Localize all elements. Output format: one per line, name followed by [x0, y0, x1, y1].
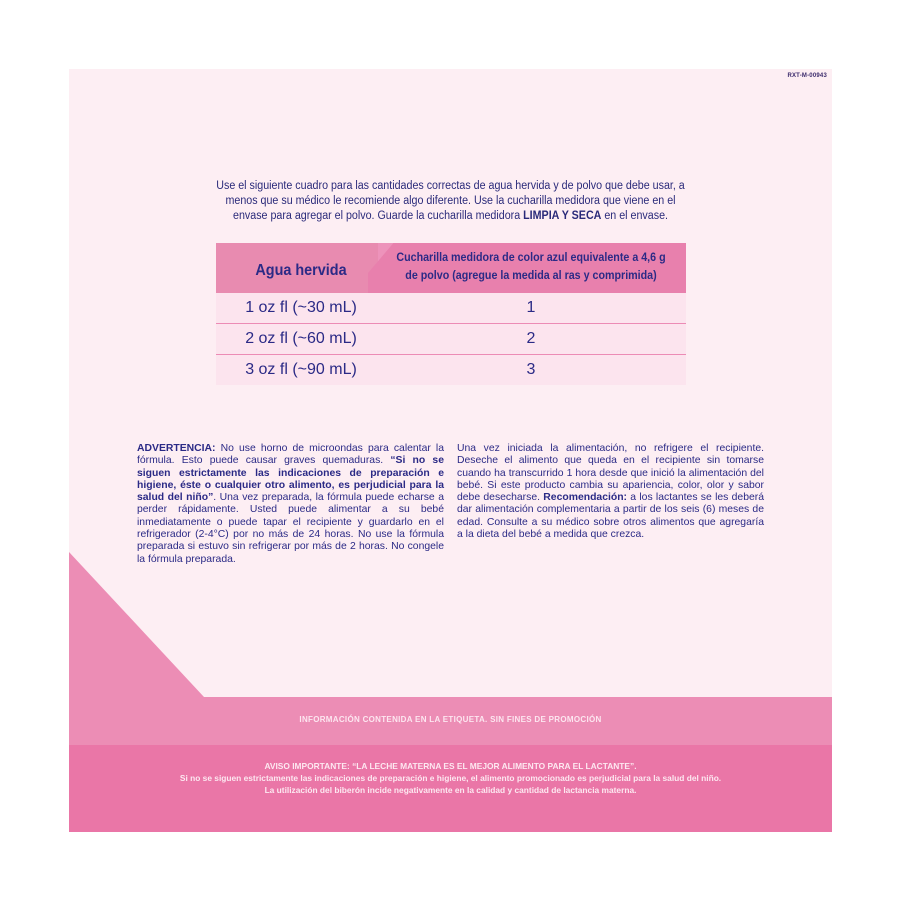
notice-line-2: Si no se siguen estrictamente las indicaciones de preparación e higiene, el alimento promocionado es perjudicial para la salud del niño.	[179, 773, 722, 783]
notice-band	[69, 745, 832, 832]
dosage-table	[216, 243, 686, 385]
header-cucharilla: Cucharilla medidora de color azul equivalente a 4,6 g de polvo (agregue la medida al ras y comprimida)	[396, 252, 666, 282]
scoops-cell: 2	[526, 330, 536, 347]
notice-line-3: La utilización del biberón incide negativamente en la calidad y cantidad de lactancia materna.	[264, 785, 637, 795]
water-cell: 2 oz fl (~60 mL)	[245, 330, 357, 347]
label-panel	[69, 69, 832, 832]
handling-paragraph: Una vez iniciada la alimentación, no refrigere el recipiente. Deseche el alimento que queda en el recipiente sin tomarse cuando ha transcurrido 1 hora desde que inició la alimentación del bebé. Si este producto cambia su apariencia, color, olor y sabor debe desecharse. Recomendación: a los lactantes se les deberá dar alimentación complementaria a partir de los seis (6) meses de edad. Consulte a su médico sobre otros alimentos que agregaría a la dieta del bebé a medida que crezca.	[457, 443, 764, 541]
water-cell: 3 oz fl (~90 mL)	[245, 361, 357, 378]
scoops-cell: 3	[526, 361, 536, 378]
info-band-text: INFORMACIÓN CONTENIDA EN LA ETIQUETA. SIN FINES DE PROMOCIÓN	[299, 715, 602, 724]
table-row	[216, 293, 686, 324]
notice-line-1: AVISO IMPORTANTE: “LA LECHE MATERNA ES EL MEJOR ALIMENTO PARA EL LACTANTE”.	[264, 761, 637, 771]
info-band	[69, 697, 832, 745]
scoops-cell: 1	[526, 299, 536, 316]
table-row	[216, 324, 686, 355]
water-cell: 1 oz fl (~30 mL)	[245, 299, 357, 316]
table-row	[216, 355, 686, 385]
table-header	[216, 243, 686, 293]
intro-paragraph: Use el siguiente cuadro para las cantidades correctas de agua hervida y de polvo que debe usar, a menos que su médico le recomiende algo diferente. Use la cucharilla medidora que viene en el envase para agregar el polvo. Guarde la cucharilla medidora LIMPIA Y SECA en el envase.	[216, 180, 685, 222]
header-agua-hervida: Agua hervida	[255, 262, 347, 279]
warning-paragraph: ADVERTENCIA: No use horno de microondas para calentar la fórmula. Esto puede causar graves quemaduras. “Si no se siguen estrictamente las indicaciones de preparación e higiene, éste o cualquier otro alimento, es perjudicial para la salud del niño”. Una vez preparada, la fórmula puede echarse a perder rápidamente. Usted puede alimentar a su bebé inmediatamente o puede tapar el recipiente y guardarlo en el refrigerador (2-4°C) por no más de 24 horas. No use la fórmula preparada si estuvo sin refrigerar por más de 2 horas. No congele la fórmula preparada.	[137, 443, 444, 565]
product-code: RXT-M-00943	[787, 73, 827, 79]
